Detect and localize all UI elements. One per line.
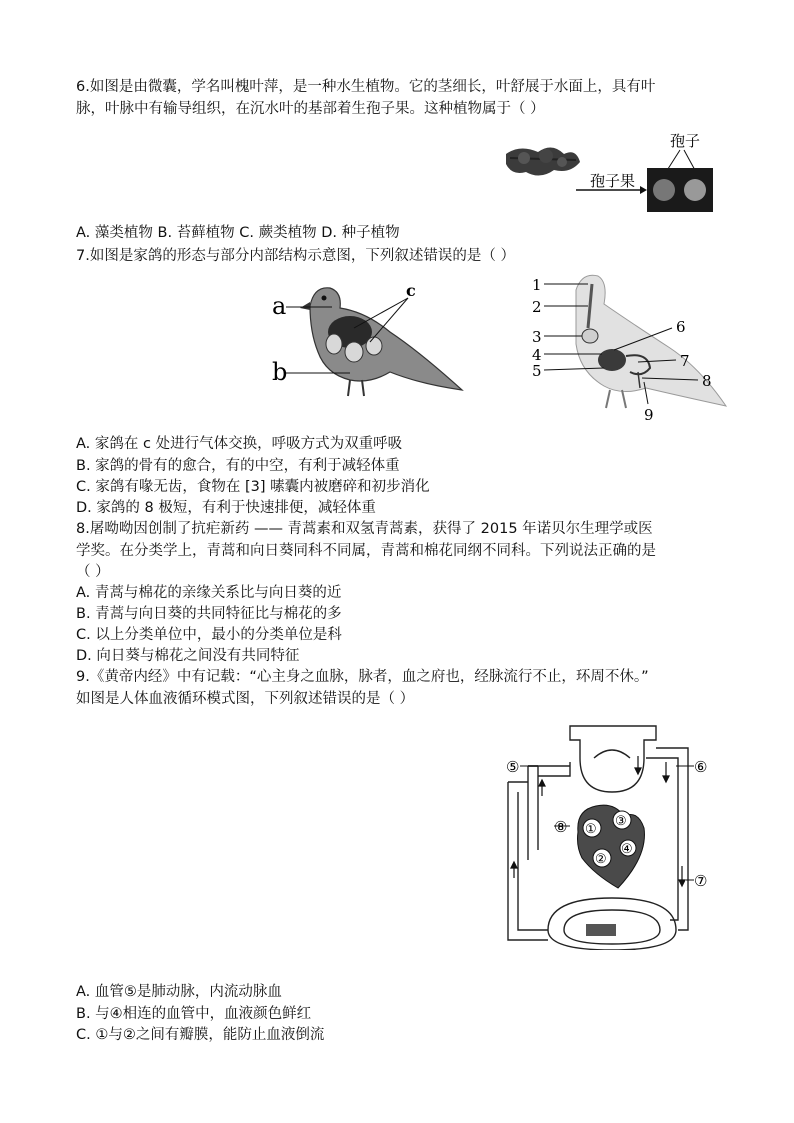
label-4: 4 [532,346,542,364]
pigeon-eye [322,296,327,301]
spore-1 [653,179,675,201]
leg-2 [622,390,626,408]
air-sac-3 [366,337,382,355]
q9-option-a: A. 血管⑤是肺动脉，内流动脉血 [76,984,282,1000]
label-6: 6 [676,318,686,336]
cell-cluster [586,924,616,936]
q9-stem-line2: 如图是人体血液循环模式图，下列叙述错误的是（ ） [76,691,415,707]
q6-stem-line2: 脉，叶脉中有输导组织，在沉水叶的基部着生孢子果。这种植物属于（ ） [76,101,545,117]
label-a: a [272,292,287,320]
label-7: ⑦ [694,872,708,890]
label-1: 1 [532,276,542,294]
label-6: ⑥ [694,758,708,776]
label-2: ② [595,852,607,867]
leg-1 [348,380,350,396]
q7-pigeon-right-figure [530,268,730,424]
q9-stem-line1: 9.《黄帝内经》中有记载：“心主身之血脉，脉者，血之府也，经脉流行不止，环周不休。” [76,669,649,685]
q7-option-c: C. 家鸽有喙无齿，食物在 [3] 嗉囊内被磨碎和初步消化 [76,479,430,495]
label-sporocarp: 孢子果 [590,172,636,190]
q9-option-c: C. ①与②之间有瓣膜，能防止血液倒流 [76,1027,325,1043]
air-sac-1 [326,334,342,354]
q7-option-d: D. 家鸽的 8 极短，有利于快速排便，减轻体重 [76,500,376,516]
label-5: ⑤ [506,758,520,776]
q7-option-b: B. 家鸽的骨有的愈合，有的中空，有利于减轻体重 [76,458,400,474]
pointer-c-1 [354,298,408,328]
q9-circulation-figure [498,718,728,950]
q6-options: A. 藻类植物 B. 苔藓植物 C. 蕨类植物 D. 种子植物 [76,225,400,241]
air-sac-2 [345,342,363,362]
label-9: 9 [644,406,654,424]
arrow-head [640,186,647,194]
label-8: ⑧ [554,818,568,836]
pigeon-beak [300,302,310,310]
q8-stem-line2: 学奖。在分类学上，青蒿和向日葵同科不同属，青蒿和棉花同纲不同科。下列说法正确的是 [76,543,656,559]
leg-1 [606,390,610,408]
label-7: 7 [680,352,690,370]
q9-option-b: B. 与④相连的血管中，血液颜色鲜红 [76,1006,312,1022]
heart-shape [578,805,645,888]
q8-option-b: B. 青蒿与向日葵的共同特征比与棉花的多 [76,606,342,622]
q8-option-a: A. 青蒿与棉花的亲缘关系比与向日葵的近 [76,585,342,601]
label-3: 3 [532,328,542,346]
label-b: b [272,358,288,386]
plant-shape [506,147,580,175]
q6-stem-line1: 6.如图是由微囊，学名叫槐叶萍，是一种水生植物。它的茎细长，叶舒展于水面上，具有叶 [76,79,656,95]
q7-option-a: A. 家鸽在 c 处进行气体交换，呼吸方式为双重呼吸 [76,436,403,452]
q8-stem-line3: （ ） [76,564,110,580]
label-c: c [406,281,416,300]
label-2: 2 [532,298,542,316]
label-3: ③ [615,814,627,829]
label-1: ① [585,822,597,837]
label-8: 8 [702,372,712,390]
label-5: 5 [532,362,542,380]
q7-stem: 7.如图是家鸽的形态与部分内部结构示意图，下列叙述错误的是（ ） [76,248,515,264]
label-4: ④ [621,842,633,857]
spore-2 [684,179,706,201]
q7-pigeon-left-figure [270,272,470,404]
label-spore: 孢子 [670,132,701,150]
crop [582,329,598,343]
q8-option-d: D. 向日葵与棉花之间没有共同特征 [76,648,300,664]
q8-stem-line1: 8.屠呦呦因创制了抗疟新药 —— 青蒿素和双氢青蒿素，获得了 2015 年诺贝尔生理学或医 [76,521,653,537]
q8-option-c: C. 以上分类单位中，最小的分类单位是科 [76,627,342,643]
q6-plant-figure [500,128,720,216]
leg-2 [362,380,364,396]
